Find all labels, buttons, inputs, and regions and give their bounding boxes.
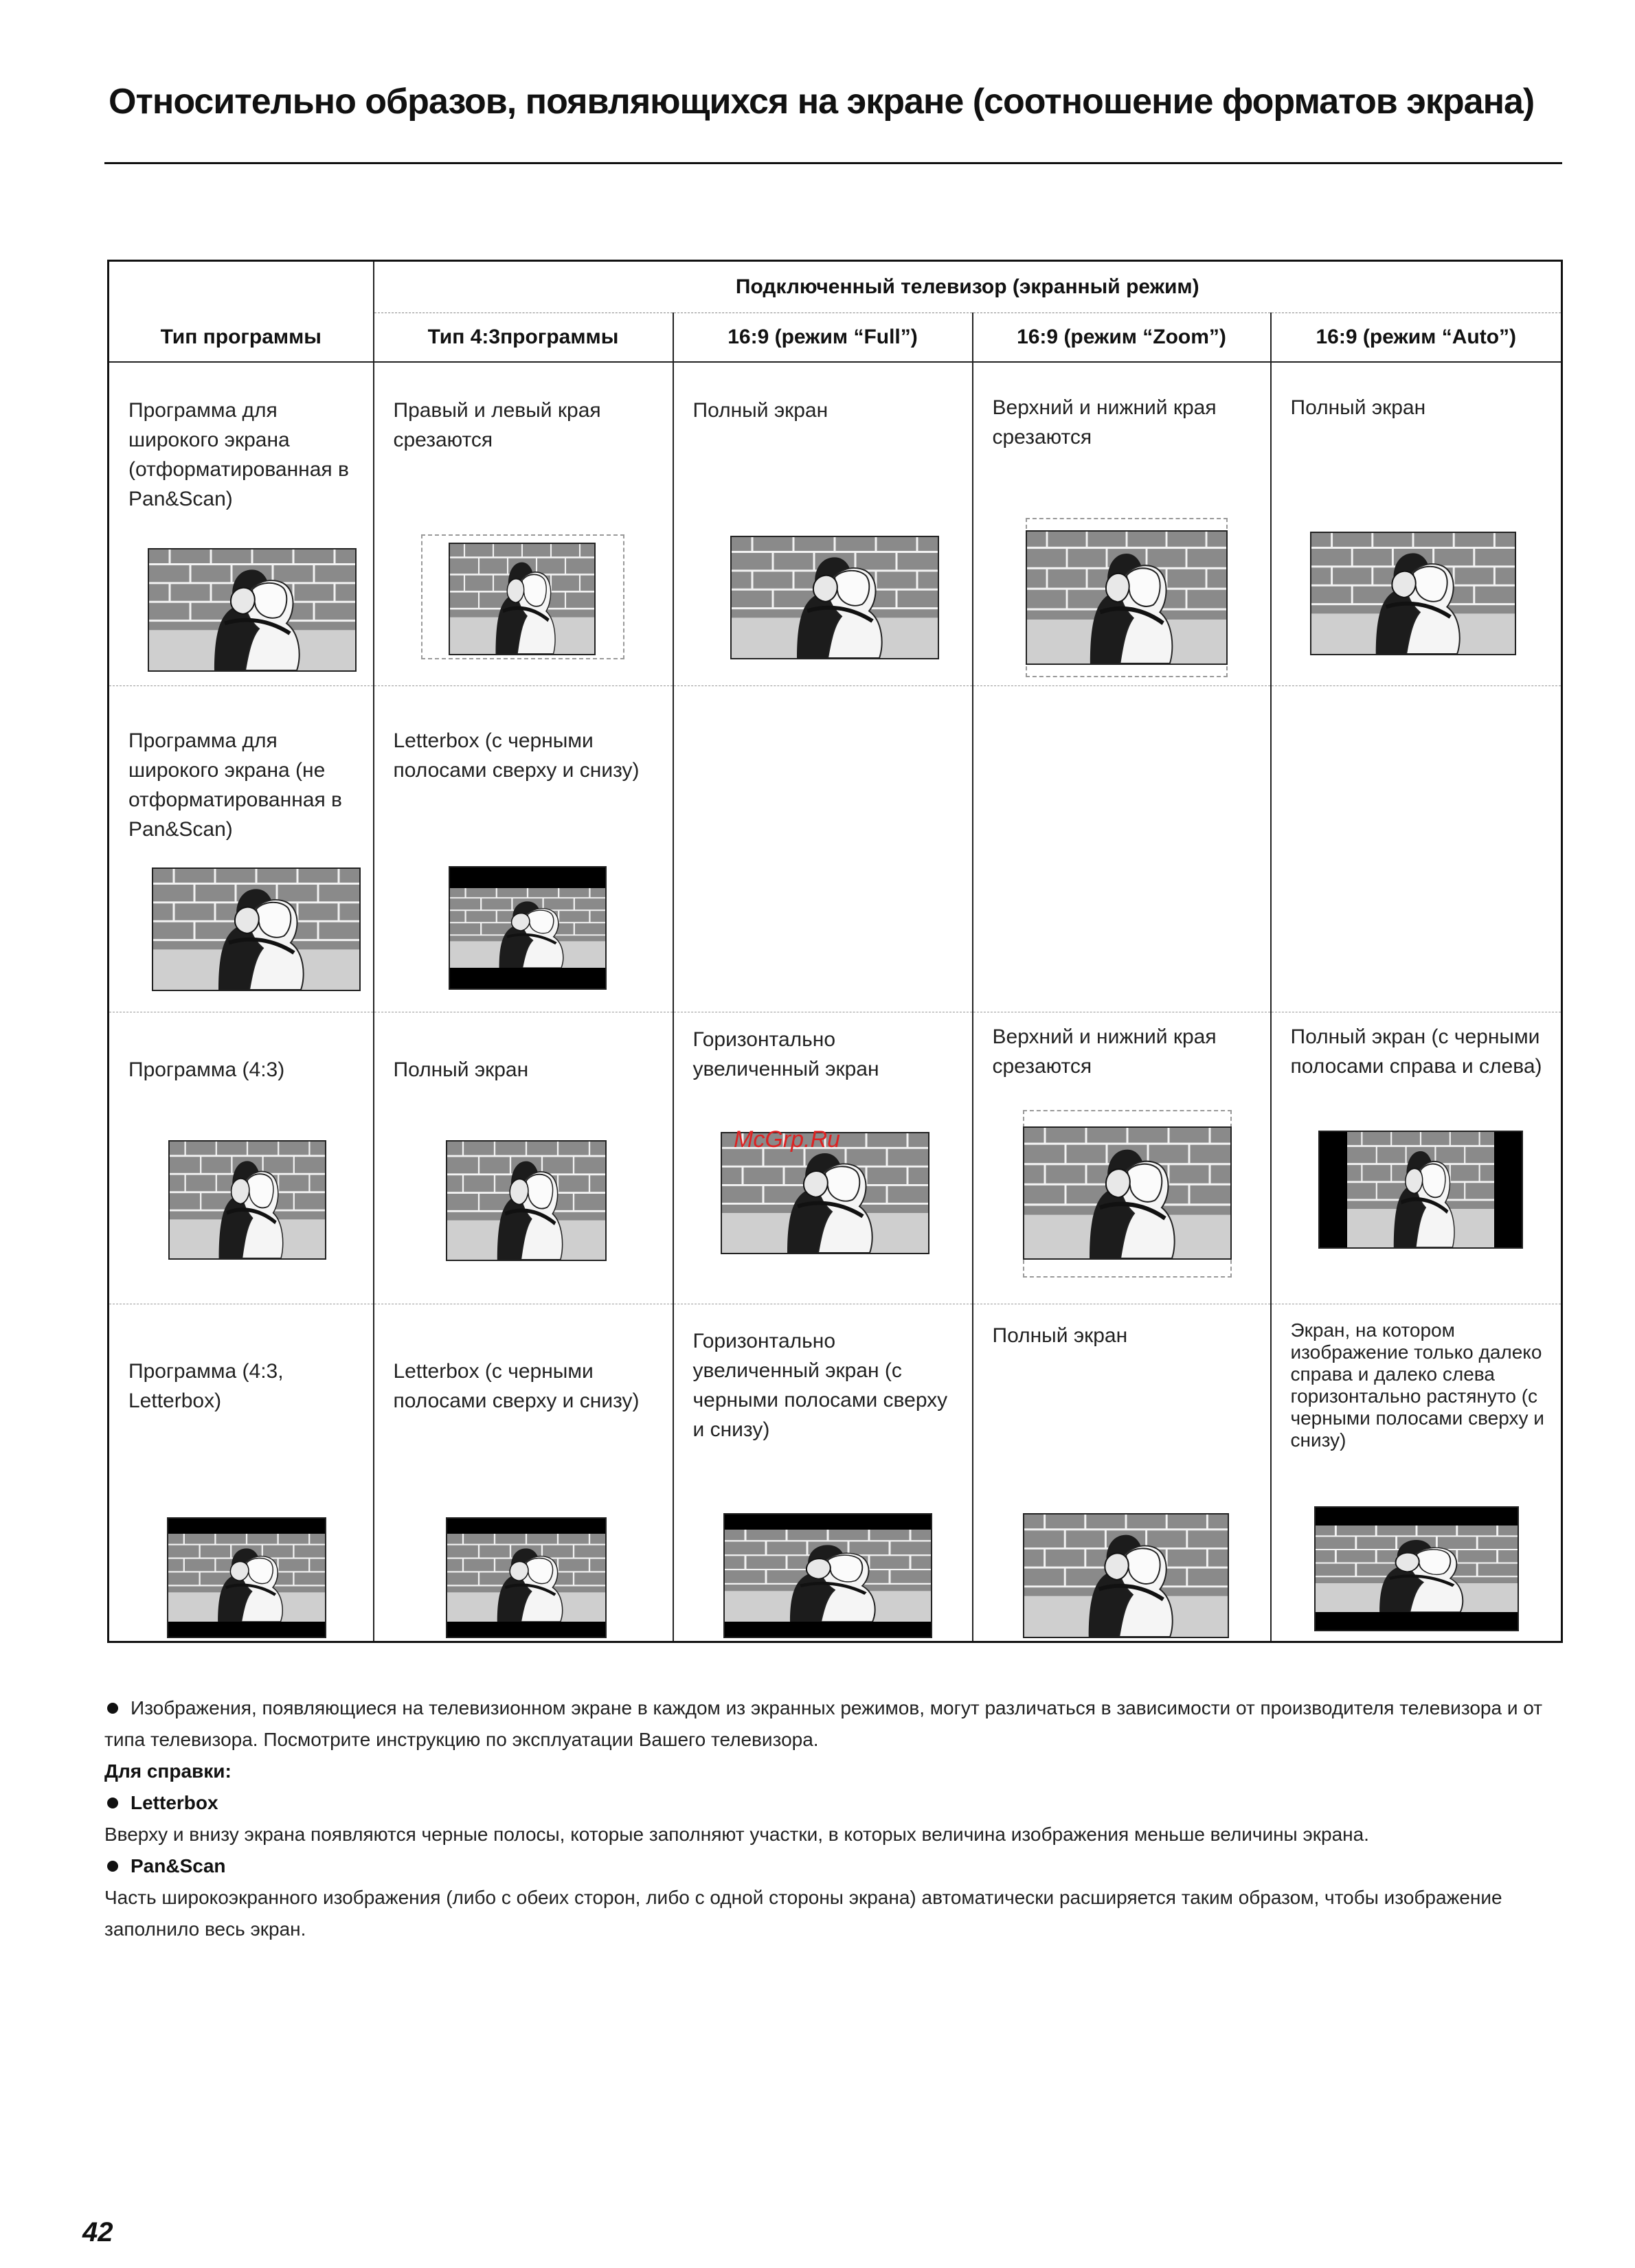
program-type-header: Тип программы — [109, 261, 374, 363]
column-header-auto: 16:9 (режим “Auto”) — [1271, 313, 1562, 363]
example-image — [1023, 1126, 1232, 1260]
column-header-full: 16:9 (режим “Full”) — [673, 313, 973, 363]
program-label: Программа для широкого экрана (не отформатированная в Pan&Scan) — [128, 729, 342, 841]
page-title: Относительно образов, появляющихся на экране (соотношение форматов экрана) — [109, 82, 1535, 122]
letterbox-term: Letterbox — [131, 1792, 218, 1813]
title-divider — [104, 162, 1562, 164]
cell-description: Letterbox (с черными полосами сверху и снизу) — [393, 1360, 640, 1412]
page-number: 42 — [82, 2217, 113, 2247]
watermark: McGrp.Ru — [734, 1126, 840, 1153]
panscan-term-line — [104, 1850, 1561, 1882]
example-image-letterbox — [449, 866, 607, 990]
bullet-icon — [107, 1798, 118, 1808]
table-row — [109, 1304, 1562, 1642]
example-image — [1310, 532, 1516, 655]
example-image — [449, 543, 596, 655]
panscan-definition: Часть широкоэкранного изображения (либо с обеих сторон, либо с одной стороны экрана) автоматически расширяется таким образом, чтобы изображение заполнило весь экран. — [104, 1887, 1502, 1940]
table-row — [109, 1012, 1562, 1304]
example-image — [1026, 530, 1228, 665]
program-label: Программа для широкого экрана (отформатированная в Pan&Scan) — [128, 399, 349, 510]
program-label: Программа (4:3, Letterbox) — [128, 1360, 284, 1412]
column-header-43: Тип 4:3программы — [374, 313, 673, 363]
cell-description: Горизонтально увеличенный экран (с черными полосами сверху и снизу) — [692, 1330, 948, 1441]
note-text: Изображения, появляющиеся на телевизионном экране в каждом из экранных режимов, могут различаться в зависимости от производителя телевизора и от типа телевизора. Посмотрите инструкцию по эксплуатации Вашего телевизора. — [104, 1697, 1543, 1750]
program-label: Программа (4:3) — [128, 1058, 285, 1081]
bullet-icon — [107, 1861, 118, 1872]
example-image — [148, 548, 357, 672]
connected-tv-header: Подключенный телевизор (экранный режим) — [374, 261, 1562, 313]
aspect-ratio-table — [107, 260, 1563, 1643]
example-image — [446, 1140, 607, 1261]
cell-description: Полный экран — [393, 1058, 529, 1081]
letterbox-term-line — [104, 1787, 1561, 1819]
cell-description: Горизонтально увеличенный экран — [692, 1028, 879, 1080]
example-image-letterbox — [1314, 1506, 1519, 1631]
cell-description: Полный экран — [692, 399, 828, 422]
cell-description: Верхний и нижний края срезаются — [992, 396, 1217, 449]
cell-description: Правый и левый края срезаются — [393, 399, 601, 451]
cell-description: Экран, на котором изображение только далеко справа и далеко слева горизонтально растянуто (с черными полосами сверху и снизу) — [1290, 1319, 1544, 1451]
notes-section — [104, 1692, 1561, 1945]
table-row — [109, 362, 1562, 686]
column-header-zoom: 16:9 (режим “Zoom”) — [973, 313, 1271, 363]
panscan-term: Pan&Scan — [131, 1855, 226, 1876]
example-image-pillarbox — [1318, 1131, 1523, 1249]
note-bullet — [104, 1692, 1561, 1756]
bullet-icon — [107, 1703, 118, 1714]
letterbox-definition: Вверху и внизу экрана появляются черные полосы, которые заполняют участки, в которых величина изображения меньше величины экрана. — [104, 1824, 1369, 1845]
example-image — [1023, 1513, 1229, 1638]
example-image-letterbox — [723, 1513, 932, 1638]
table-row — [109, 686, 1562, 1012]
cell-description: Полный экран (с черными полосами справа и слева) — [1290, 1025, 1542, 1078]
cell-description: Верхний и нижний края срезаются — [992, 1025, 1217, 1078]
example-image — [730, 536, 939, 659]
example-image — [152, 867, 361, 991]
reference-label: Для справки: — [104, 1760, 232, 1782]
cell-description: Полный экран — [992, 1324, 1128, 1347]
example-image-letterbox — [446, 1517, 607, 1638]
cell-description: Letterbox (с черными полосами сверху и снизу) — [393, 729, 640, 782]
example-image — [168, 1140, 326, 1260]
example-image-letterbox — [167, 1517, 326, 1638]
cell-description: Полный экран — [1290, 396, 1426, 419]
